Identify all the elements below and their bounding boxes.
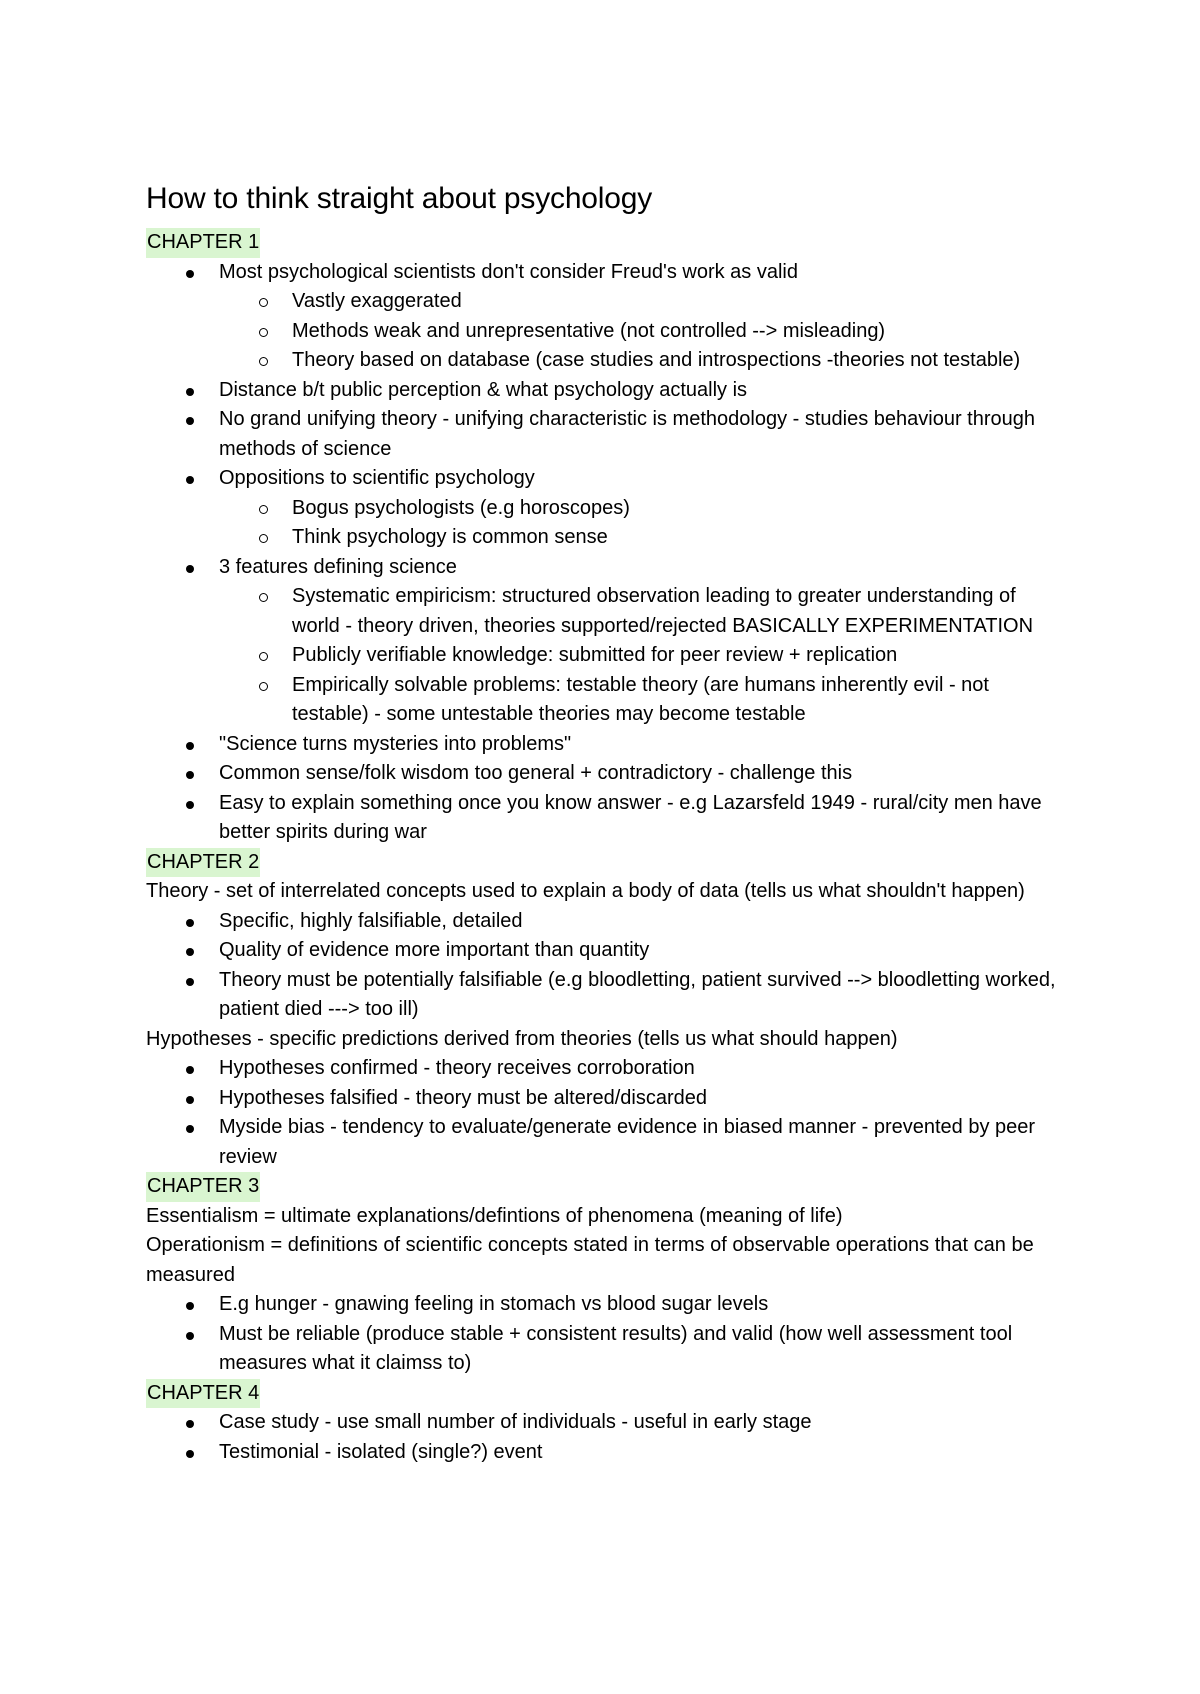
list-item — [146, 1290, 1066, 1320]
list-item-text: Oppositions to scientific psychology — [219, 467, 535, 489]
paragraph: Operationism = definitions of scientific concepts stated in terms of observable operations that can be measured — [146, 1234, 1034, 1286]
sub-list-item: Bogus psychologists (e.g horoscopes) — [219, 494, 1066, 524]
list-item — [146, 936, 1066, 966]
sub-list-item: Theory based on database (case studies and introspections -theories not testable) — [219, 346, 1066, 376]
list-item-text: Case study - use small number of individuals - useful in early stage — [219, 1411, 812, 1433]
list-item-text: Specific, highly falsifiable, detailed — [219, 909, 523, 932]
list-item-text: Distance b/t public perception & what psychology actually is — [219, 378, 748, 401]
bullet-list — [146, 907, 1066, 1025]
list-item — [146, 405, 1066, 464]
list-item — [146, 376, 1066, 406]
list-item — [146, 1054, 1066, 1084]
paragraph: Essentialism = ultimate explanations/defintions of phenomena (meaning of life) — [146, 1204, 843, 1227]
list-item — [146, 1408, 1066, 1438]
list-item — [146, 258, 1066, 376]
document-title: How to think straight about psychology — [146, 182, 653, 215]
sub-list-item: Think psychology is common sense — [219, 523, 1066, 553]
list-item-text: "Science turns mysteries into problems" — [219, 732, 572, 755]
chapter-row — [146, 1172, 1066, 1202]
list-item — [146, 1320, 1066, 1379]
sub-list-item: Systematic empiricism: structured observation leading to greater understanding of world - theory driven, theories supported/rejected BASICALLY EXPERIMENTATION — [219, 582, 1066, 641]
bullet-list — [146, 1290, 1066, 1379]
bullet-list — [146, 258, 1066, 848]
paragraph: Hypotheses - specific predictions derived from theories (tells us what should happen) — [146, 1027, 898, 1050]
sub-bullet-list — [219, 582, 1066, 730]
list-item-text: Common sense/folk wisdom too general + contradictory - challenge this — [219, 762, 853, 784]
list-item-text: No grand unifying theory - unifying characteristic is methodology - studies behaviour through methods of science — [219, 408, 1035, 460]
list-item — [146, 1084, 1066, 1114]
list-item-text: Hypotheses falsified - theory must be altered/discarded — [219, 1086, 708, 1109]
chapter-heading: CHAPTER 1 — [146, 228, 260, 258]
list-item-text: Myside bias - tendency to evaluate/generate evidence in biased manner - prevented by peer review — [219, 1116, 1036, 1168]
list-item — [146, 966, 1066, 1025]
bullet-list — [146, 1408, 1066, 1467]
paragraph: Theory - set of interrelated concepts used to explain a body of data (tells us what shouldn't happen) — [146, 880, 1025, 902]
bullet-list — [146, 1054, 1066, 1172]
chapter-heading: CHAPTER 2 — [146, 848, 260, 878]
chapter-row — [146, 1379, 1066, 1409]
list-item-text: Easy to explain something once you know answer - e.g Lazarsfeld 1949 - rural/city men have better spirits during war — [219, 791, 1042, 843]
sub-list-item: Publicly verifiable knowledge: submitted for peer review + replication — [219, 641, 1066, 671]
sub-bullet-list — [219, 494, 1066, 553]
list-item-text: Must be reliable (produce stable + consistent results) and valid (how well assessment tool measures what it claimss to) — [219, 1322, 1013, 1374]
list-item-text: 3 features defining science — [219, 555, 457, 578]
list-item-text: Hypotheses confirmed - theory receives corroboration — [219, 1057, 695, 1079]
list-item — [146, 907, 1066, 937]
document-page — [146, 176, 1066, 1467]
sub-bullet-list — [219, 287, 1066, 376]
list-item-text: Testimonial - isolated (single?) event — [219, 1440, 543, 1463]
chapter-row — [146, 848, 1066, 878]
list-item — [146, 553, 1066, 730]
sub-list-item: Methods weak and unrepresentative (not controlled --> misleading) — [219, 317, 1066, 347]
list-item — [146, 730, 1066, 760]
list-item — [146, 759, 1066, 789]
list-item — [146, 789, 1066, 848]
sub-list-item: Empirically solvable problems: testable theory (are humans inherently evil - not testable) - some untestable theories may become testable — [219, 671, 1066, 730]
chapter-row — [146, 228, 1066, 258]
list-item — [146, 464, 1066, 553]
list-item-text: Theory must be potentially falsifiable (e.g bloodletting, patient survived --> bloodletting worked, patient died ---> too ill) — [219, 968, 1056, 1020]
list-item-text: Most psychological scientists don't consider Freud's work as valid — [219, 260, 798, 283]
list-item-text: Quality of evidence more important than quantity — [219, 939, 650, 961]
list-item — [146, 1113, 1066, 1172]
chapter-heading: CHAPTER 4 — [146, 1379, 260, 1409]
document-body — [146, 228, 1066, 1467]
list-item — [146, 1438, 1066, 1468]
sub-list-item: Vastly exaggerated — [219, 287, 1066, 317]
list-item-text: E.g hunger - gnawing feeling in stomach vs blood sugar levels — [219, 1293, 769, 1315]
chapter-heading: CHAPTER 3 — [146, 1172, 260, 1202]
